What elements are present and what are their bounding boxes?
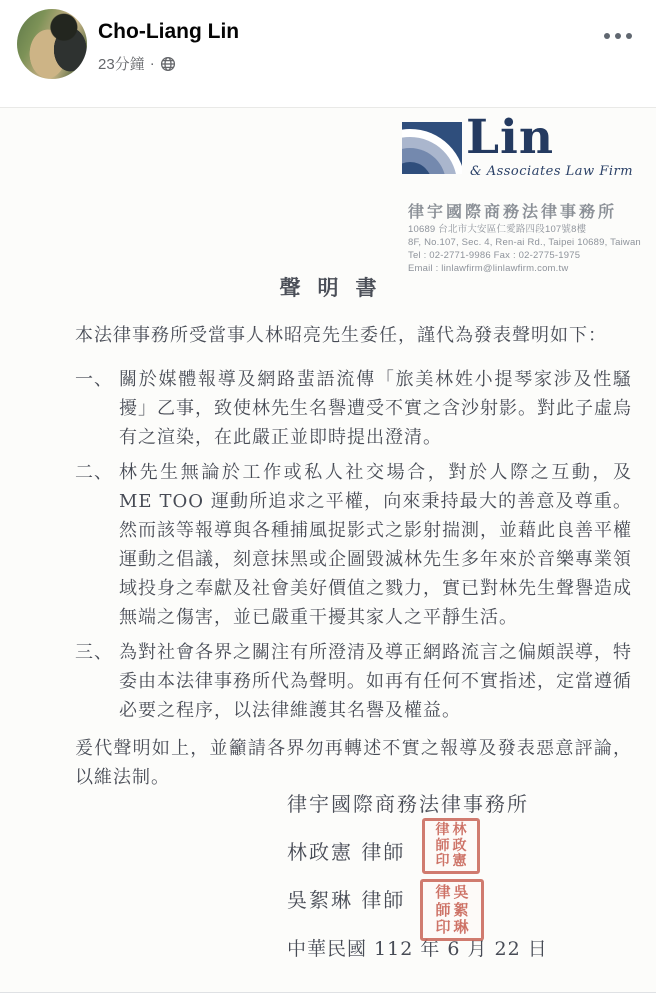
meta-separator: ·	[149, 55, 155, 72]
statement-closing: 爰代聲明如上，並籲請各界勿再轉述不實之報導及發表惡意評論，以維法制。	[75, 738, 632, 788]
globe-icon	[160, 56, 176, 72]
statement-title: 聲明書	[279, 275, 394, 300]
logo-tagline: & Associates Law Firm	[470, 164, 634, 179]
signature-firm: 律宇國際商務法律事務所	[287, 792, 529, 816]
address-line-en: 8F, No.107, Sec. 4, Ren-ai Rd., Taipei 10689, Taiwan	[408, 237, 641, 248]
tel-fax-line: Tel : 02-2771-9986 Fax : 02-2775-1975	[408, 250, 581, 261]
signature-lawyer-2: 吳絮琳 律師	[287, 888, 406, 912]
email-line: Email : linlawfirm@linlawfirm.com.tw	[408, 263, 569, 274]
statement-item-2	[75, 458, 632, 632]
item-text: 林先生無論於工作或私人社交場合，對於人際之互動，及 ME TOO 運動所追求之平權，向來秉持最大的善意及尊重。然而該等報導與各種捕風捉影式之影射揣測，並藉此良善平權運動之倡議，刻意抹黑或企圖毀滅林先生多年來於音樂專業領域投身之奉獻及社會美好價值之戮力，實已對林先生聲譽造成無端之傷害，並已嚴重干擾其家人之平靜生活。	[119, 462, 632, 628]
profile-avatar[interactable]	[17, 9, 87, 79]
statement-item-3	[75, 638, 632, 725]
post-timestamp[interactable]: 23分鐘	[98, 56, 145, 73]
item-marker: 一、	[75, 369, 113, 390]
seal-column-right: 林 政 憲	[452, 822, 467, 869]
post-header	[0, 0, 656, 107]
post-meta	[98, 53, 176, 74]
statement-body	[75, 321, 632, 792]
document-image[interactable]	[0, 107, 656, 993]
item-marker: 二、	[75, 462, 113, 483]
author-name[interactable]: Cho-Liang Lin	[98, 20, 240, 43]
item-text: 關於媒體報導及網路蜚語流傳「旅美林姓小提琴家涉及性騷擾」乙事，致使林先生名譽遭受不實之含沙射影。對此子虛烏有之渲染，在此嚴正並即時提出澄清。	[119, 369, 632, 448]
address-line-zh: 10689 台北市大安區仁愛路四段107號8樓	[408, 224, 587, 235]
seal-column-left: 律 師 印	[435, 883, 451, 936]
statement-intro: 本法律事務所受當事人林昭亮先生委任，謹代為發表聲明如下：	[75, 325, 607, 346]
logo-wordmark: Lin	[466, 110, 555, 165]
statement-item-1	[75, 365, 632, 452]
firm-name-chinese: 律宇國際商務法律事務所	[408, 202, 618, 221]
item-marker: 三、	[75, 642, 113, 663]
signature-block	[287, 790, 627, 961]
lawyer-seal-stamp-2	[420, 879, 484, 941]
signature-date: 中華民國 112 年 6 月 22 日	[287, 938, 548, 960]
post-options-icon[interactable]	[601, 26, 635, 46]
law-firm-logo-icon	[402, 122, 462, 174]
signature-lawyer-1: 林政憲 律師	[287, 840, 406, 864]
firm-address-block	[408, 223, 641, 275]
seal-column-right: 吳 絮 琳	[453, 883, 469, 936]
seal-column-left: 律 師 印	[435, 822, 450, 869]
lawyer-seal-stamp-1	[422, 818, 480, 874]
item-text: 為對社會各界之關注有所澄清及導正網路流言之偏頗誤導，特委由本法律事務所代為聲明。如再有任何不實指述，定當遵循必要之程序，以法律維護其名譽及權益。	[119, 642, 632, 721]
